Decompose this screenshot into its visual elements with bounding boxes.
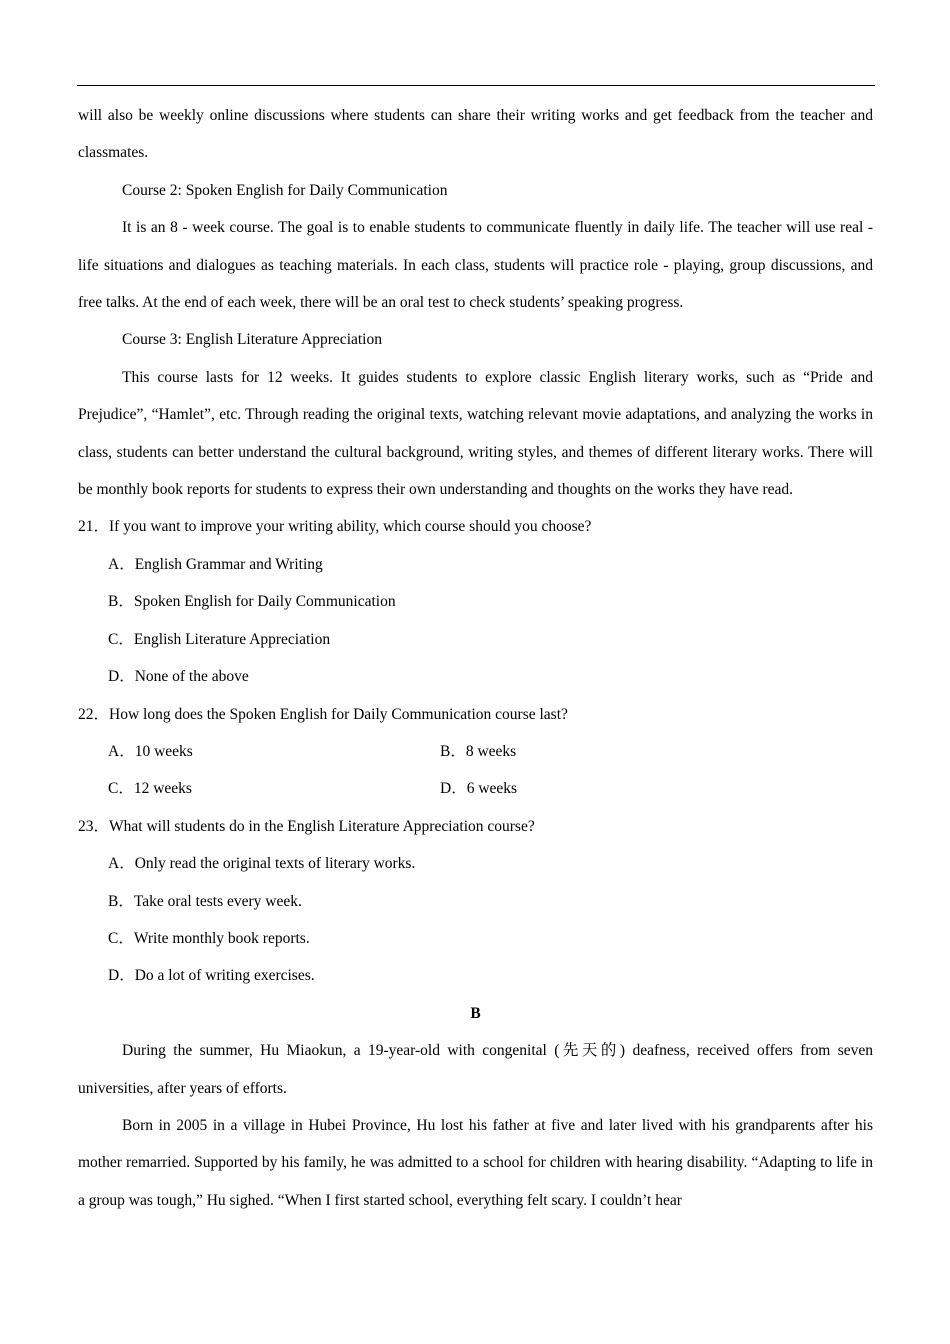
q23-option-d: D．Do a lot of writing exercises. <box>108 967 315 985</box>
q21-option-c: C．English Literature Appreciation <box>108 630 331 648</box>
q22-option-a: A．10 weeks <box>108 742 193 760</box>
course2-paragraph: It is an 8 - week course. The goal is to enable students to communicate fluently in daily life. The teacher will use real - life situations and dialogues as teaching materials. In each class, students will practice role - playing, group discussions, and free talks. At the end of each week, there will be an oral test to check students’ speaking progress. <box>78 219 873 312</box>
header-rule <box>77 85 875 86</box>
course3-title: Course 3: English Literature Appreciation <box>122 331 382 349</box>
q22-options-row-2 <box>78 770 873 807</box>
q21-option-a: A．English Grammar and Writing <box>108 555 323 573</box>
intro-end-paragraph: will also be weekly online discussions where students can share their writing works and get feedback from the teacher and classmates. <box>78 107 873 162</box>
question-23: 23．What will students do in the English Literature Appreciation course? <box>78 817 535 835</box>
q21-option-d: D．None of the above <box>108 668 249 686</box>
question-22: 22．How long does the Spoken English for Daily Communication course last? <box>78 705 568 723</box>
passage-b-paragraph-2: Born in 2005 in a village in Hubei Province, Hu lost his father at five and later lived with his grandparents after his mother remarried. Supported by his family, he was admitted to a school for children with hearing disability. “Adapting to life in a group was tough,” Hu sighed. “When I first started school, everything felt scary. I couldn’t hear <box>78 1116 873 1209</box>
q22-option-b: B．8 weeks <box>440 742 517 760</box>
q23-option-a: A．Only read the original texts of literary works. <box>108 855 416 873</box>
question-21: 21．If you want to improve your writing ability, which course should you choose? <box>78 518 592 536</box>
course2-title: Course 2: Spoken English for Daily Communication <box>122 181 448 199</box>
page-content <box>78 97 873 1219</box>
q22-options-row-1 <box>78 733 873 770</box>
q23-option-b: B．Take oral tests every week. <box>108 892 302 910</box>
q22-option-c: C．12 weeks <box>108 780 192 798</box>
passage-b-paragraph-1: During the summer, Hu Miaokun, a 19-year-old with congenital (先天的) deafness, received offers from seven universities, after years of efforts. <box>78 1042 873 1097</box>
course3-paragraph: This course lasts for 12 weeks. It guides students to explore classic English literary works, such as “Pride and Prejudice”, “Hamlet”, etc. Through reading the original texts, watching relevant movie adaptations, and analyzing the works in class, students can better understand the cultural background, writing styles, and themes of different literary works. There will be monthly book reports for students to express their own understanding and thoughts on the works they have read. <box>78 368 873 499</box>
q21-option-b: B．Spoken English for Daily Communication <box>108 593 396 611</box>
q22-option-d: D．6 weeks <box>440 780 518 798</box>
section-b-heading: B <box>470 1004 481 1022</box>
q23-option-c: C．Write monthly book reports. <box>108 929 310 947</box>
